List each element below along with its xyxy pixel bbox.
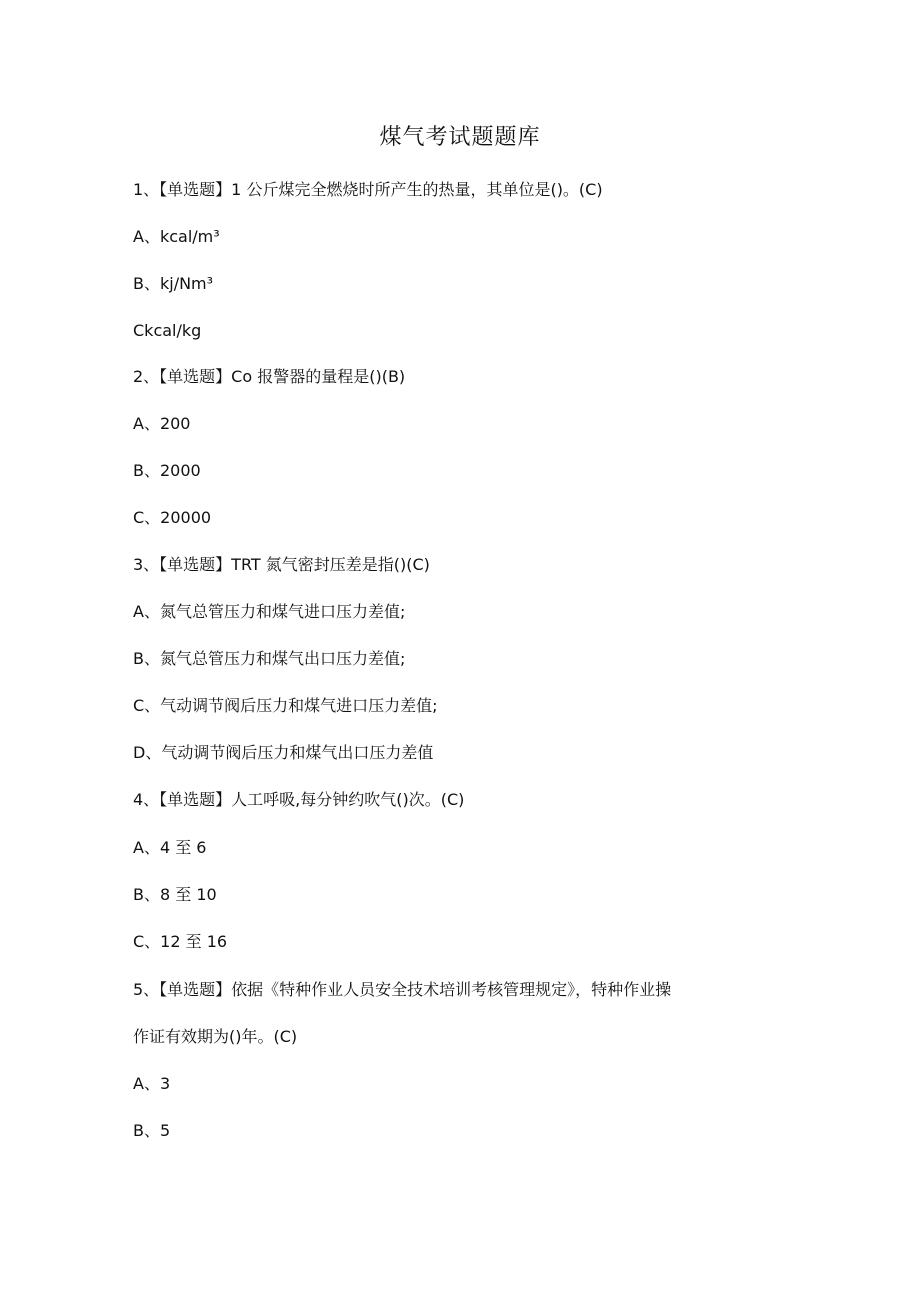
question-4-option-c: C、12 至 16 (133, 932, 228, 951)
question-2-option-c: C、20000 (133, 508, 212, 527)
question-1-option-a: A、kcal/m³ (133, 227, 220, 246)
question-5-stem: 5、【单选题】依据《特种作业人员安全技术培训考核管理规定》，特种作业操 (133, 980, 672, 999)
question-3-option-b: B、氮气总管压力和煤气出口压力差值; (133, 649, 406, 668)
question-1-option-b: B、kj/Nm³ (133, 274, 214, 293)
question-5-option-b: B、5 (133, 1121, 171, 1140)
question-2-option-b: B、2000 (133, 461, 201, 480)
question-5-option-a: A、3 (133, 1074, 171, 1093)
question-5-stem-continued: 作证有效期为()年。(C) (133, 1027, 298, 1046)
question-1-option-c: Ckcal/kg (133, 321, 202, 340)
question-3-option-a: A、氮气总管压力和煤气进口压力差值; (133, 602, 406, 621)
question-2-option-a: A、200 (133, 414, 191, 433)
question-3-stem: 3、【单选题】TRT 氮气密封压差是指()(C) (133, 555, 430, 574)
question-1-stem: 1、【单选题】1 公斤煤完全燃烧时所产生的热量，其单位是()。(C) (133, 180, 603, 199)
question-3-option-c: C、气动调节阀后压力和煤气进口压力差值; (133, 696, 438, 715)
page-title: 煤气考试题题库 (379, 125, 541, 150)
question-4-option-a: A、4 至 6 (133, 838, 207, 857)
question-3-option-d: D、气动调节阀后压力和煤气出口压力差值 (133, 743, 434, 762)
question-4-option-b: B、8 至 10 (133, 885, 217, 904)
question-2-stem: 2、【单选题】Co 报警器的量程是()(B) (133, 367, 406, 386)
question-4-stem: 4、【单选题】人工呼吸,每分钟约吹气()次。(C) (133, 790, 465, 809)
